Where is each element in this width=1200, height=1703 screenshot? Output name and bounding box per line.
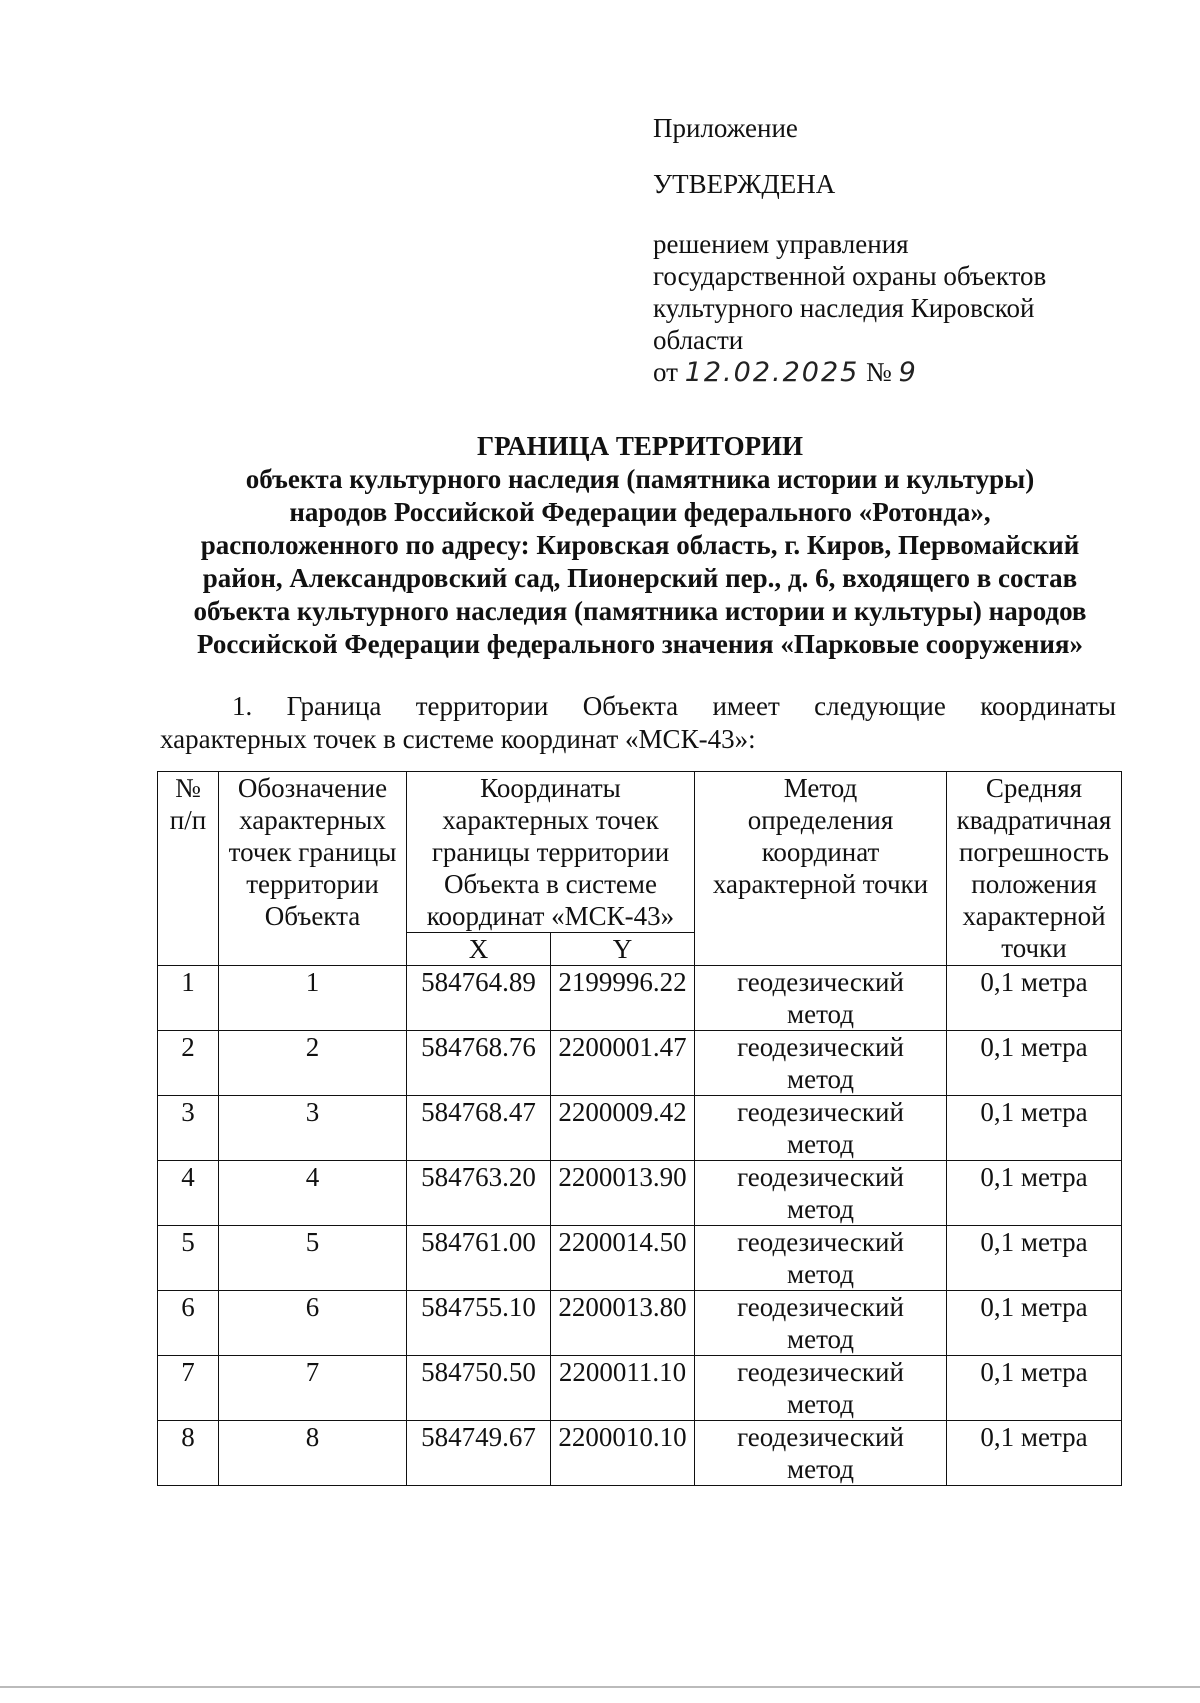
cell-num: 2 xyxy=(158,1031,219,1096)
cell-error: 0,1 метра xyxy=(947,1226,1122,1291)
header-text: квадратичная xyxy=(956,805,1112,835)
method-text: метод xyxy=(787,1194,854,1224)
header-text: Обозначение xyxy=(237,773,388,803)
cell-method xyxy=(695,1226,947,1291)
cell-y: 2200011.10 xyxy=(551,1356,695,1421)
header-text: характерных xyxy=(239,805,386,835)
header-x: X xyxy=(407,933,551,966)
cell-x: 584764.89 xyxy=(407,966,551,1031)
coordinates-table xyxy=(157,771,1122,1486)
paragraph-line: характерных точек в системе координат «МСК-43»: xyxy=(160,724,756,754)
paragraph-line: 1. Граница территории Объекта имеет следующие координаты xyxy=(232,691,1116,721)
cell-num: 7 xyxy=(158,1356,219,1421)
header-designation xyxy=(219,772,407,966)
header-text: погрешность xyxy=(958,837,1110,867)
cell-error: 0,1 метра xyxy=(947,966,1122,1031)
heading-line: объекта культурного наследия (памятника истории и культуры) народов xyxy=(193,596,1087,626)
method-text: геодезический xyxy=(737,1292,904,1322)
decision-line: решением управления xyxy=(653,229,909,259)
header-method xyxy=(695,772,947,966)
header-error xyxy=(947,772,1122,966)
method-text: метод xyxy=(787,1129,854,1159)
heading-line: объекта культурного наследия (памятника истории и культуры) xyxy=(245,464,1035,494)
cell-x: 584768.47 xyxy=(407,1096,551,1161)
cell-x: 584750.50 xyxy=(407,1356,551,1421)
heading-title: ГРАНИЦА ТЕРРИТОРИИ xyxy=(476,431,804,461)
cell-y: 2199996.22 xyxy=(551,966,695,1031)
header-text: Объекта xyxy=(264,901,361,931)
header-text: характерной точки xyxy=(712,869,929,899)
cell-num: 6 xyxy=(158,1291,219,1356)
header-text: точек границы xyxy=(228,837,397,867)
cell-point: 4 xyxy=(219,1161,407,1226)
cell-error: 0,1 метра xyxy=(947,1356,1122,1421)
cell-y: 2200010.10 xyxy=(551,1421,695,1486)
cell-y: 2200014.50 xyxy=(551,1226,695,1291)
cell-method xyxy=(695,1096,947,1161)
cell-point: 1 xyxy=(219,966,407,1031)
decision-line: области xyxy=(653,325,744,355)
cell-point: 3 xyxy=(219,1096,407,1161)
table-row xyxy=(158,1226,1122,1291)
header-text: № xyxy=(175,773,201,803)
number-prefix: № xyxy=(866,357,892,387)
table-row xyxy=(158,1161,1122,1226)
cell-method xyxy=(695,1291,947,1356)
cell-y: 2200009.42 xyxy=(551,1096,695,1161)
method-text: метод xyxy=(787,999,854,1029)
cell-error: 0,1 метра xyxy=(947,1161,1122,1226)
method-text: геодезический xyxy=(737,1422,904,1452)
heading-line: расположенного по адресу: Кировская область, г. Киров, Первомайский xyxy=(200,530,1080,560)
decision-line: культурного наследия Кировской xyxy=(653,293,1035,323)
cell-x: 584761.00 xyxy=(407,1226,551,1291)
cell-error: 0,1 метра xyxy=(947,1291,1122,1356)
cell-error: 0,1 метра xyxy=(947,1421,1122,1486)
header-text: п/п xyxy=(169,805,207,835)
header-text: границы территории xyxy=(431,837,670,867)
header-coordinates xyxy=(407,772,695,933)
heading-line: район, Александровский сад, Пионерский пер., д. 6, входящего в состав xyxy=(202,563,1078,593)
handwritten-number: 9 xyxy=(898,357,918,388)
header-text: Координаты xyxy=(480,773,621,803)
cell-point: 8 xyxy=(219,1421,407,1486)
intro-paragraph xyxy=(160,690,1116,756)
method-text: метод xyxy=(787,1389,854,1419)
cell-y: 2200013.90 xyxy=(551,1161,695,1226)
method-text: геодезический xyxy=(737,967,904,997)
header-num xyxy=(158,772,219,966)
heading-line: народов Российской Федерации федерального «Ротонда», xyxy=(289,497,991,527)
table-row xyxy=(158,1031,1122,1096)
table-row xyxy=(158,1291,1122,1356)
cell-x: 584768.76 xyxy=(407,1031,551,1096)
cell-error: 0,1 метра xyxy=(947,1031,1122,1096)
table-row xyxy=(158,1096,1122,1161)
header-text: характерных точек xyxy=(442,805,659,835)
header-text: Средняя xyxy=(985,773,1083,803)
cell-error: 0,1 метра xyxy=(947,1096,1122,1161)
header-y: Y xyxy=(551,933,695,966)
cell-method xyxy=(695,966,947,1031)
decision-line: государственной охраны объектов xyxy=(653,261,1047,291)
header-text: Объекта в системе xyxy=(444,869,657,899)
cell-y: 2200001.47 xyxy=(551,1031,695,1096)
cell-num: 4 xyxy=(158,1161,219,1226)
cell-x: 584755.10 xyxy=(407,1291,551,1356)
date-prefix: от xyxy=(653,357,678,387)
heading-line: Российской Федерации федерального значения «Парковые сооружения» xyxy=(197,629,1083,659)
approval-block xyxy=(653,112,1046,389)
method-text: метод xyxy=(787,1259,854,1289)
header-text: точки xyxy=(1001,933,1067,963)
method-text: метод xyxy=(787,1324,854,1354)
method-text: метод xyxy=(787,1454,854,1484)
table-row xyxy=(158,966,1122,1031)
cell-point: 7 xyxy=(219,1356,407,1421)
document-heading xyxy=(150,430,1130,661)
cell-method xyxy=(695,1421,947,1486)
header-text: координат «МСК-43» xyxy=(426,901,675,931)
method-text: геодезический xyxy=(737,1162,904,1192)
table-row xyxy=(158,1356,1122,1421)
header-text: координат xyxy=(761,837,880,867)
header-text: определения xyxy=(747,805,894,835)
cell-num: 8 xyxy=(158,1421,219,1486)
cell-x: 584763.20 xyxy=(407,1161,551,1226)
header-text: положения xyxy=(971,869,1097,899)
header-text: Метод xyxy=(783,773,858,803)
cell-point: 6 xyxy=(219,1291,407,1356)
table-header-row xyxy=(158,772,1122,933)
cell-method xyxy=(695,1356,947,1421)
method-text: геодезический xyxy=(737,1227,904,1257)
page-bottom-edge xyxy=(0,1686,1200,1688)
table-row xyxy=(158,1421,1122,1486)
cell-point: 5 xyxy=(219,1226,407,1291)
cell-y: 2200013.80 xyxy=(551,1291,695,1356)
approved-label: УТВЕРЖДЕНА xyxy=(653,169,836,199)
method-text: геодезический xyxy=(737,1032,904,1062)
cell-num: 3 xyxy=(158,1096,219,1161)
date-number-line xyxy=(653,356,1046,389)
method-text: геодезический xyxy=(737,1357,904,1387)
cell-method xyxy=(695,1031,947,1096)
header-text: территории xyxy=(246,869,379,899)
appendix-label: Приложение xyxy=(653,113,798,143)
method-text: метод xyxy=(787,1064,854,1094)
method-text: геодезический xyxy=(737,1097,904,1127)
cell-point: 2 xyxy=(219,1031,407,1096)
cell-x: 584749.67 xyxy=(407,1421,551,1486)
cell-method xyxy=(695,1161,947,1226)
cell-num: 5 xyxy=(158,1226,219,1291)
cell-num: 1 xyxy=(158,966,219,1031)
header-text: характерной xyxy=(962,901,1106,931)
handwritten-date: 12.02.2025 xyxy=(684,357,860,388)
